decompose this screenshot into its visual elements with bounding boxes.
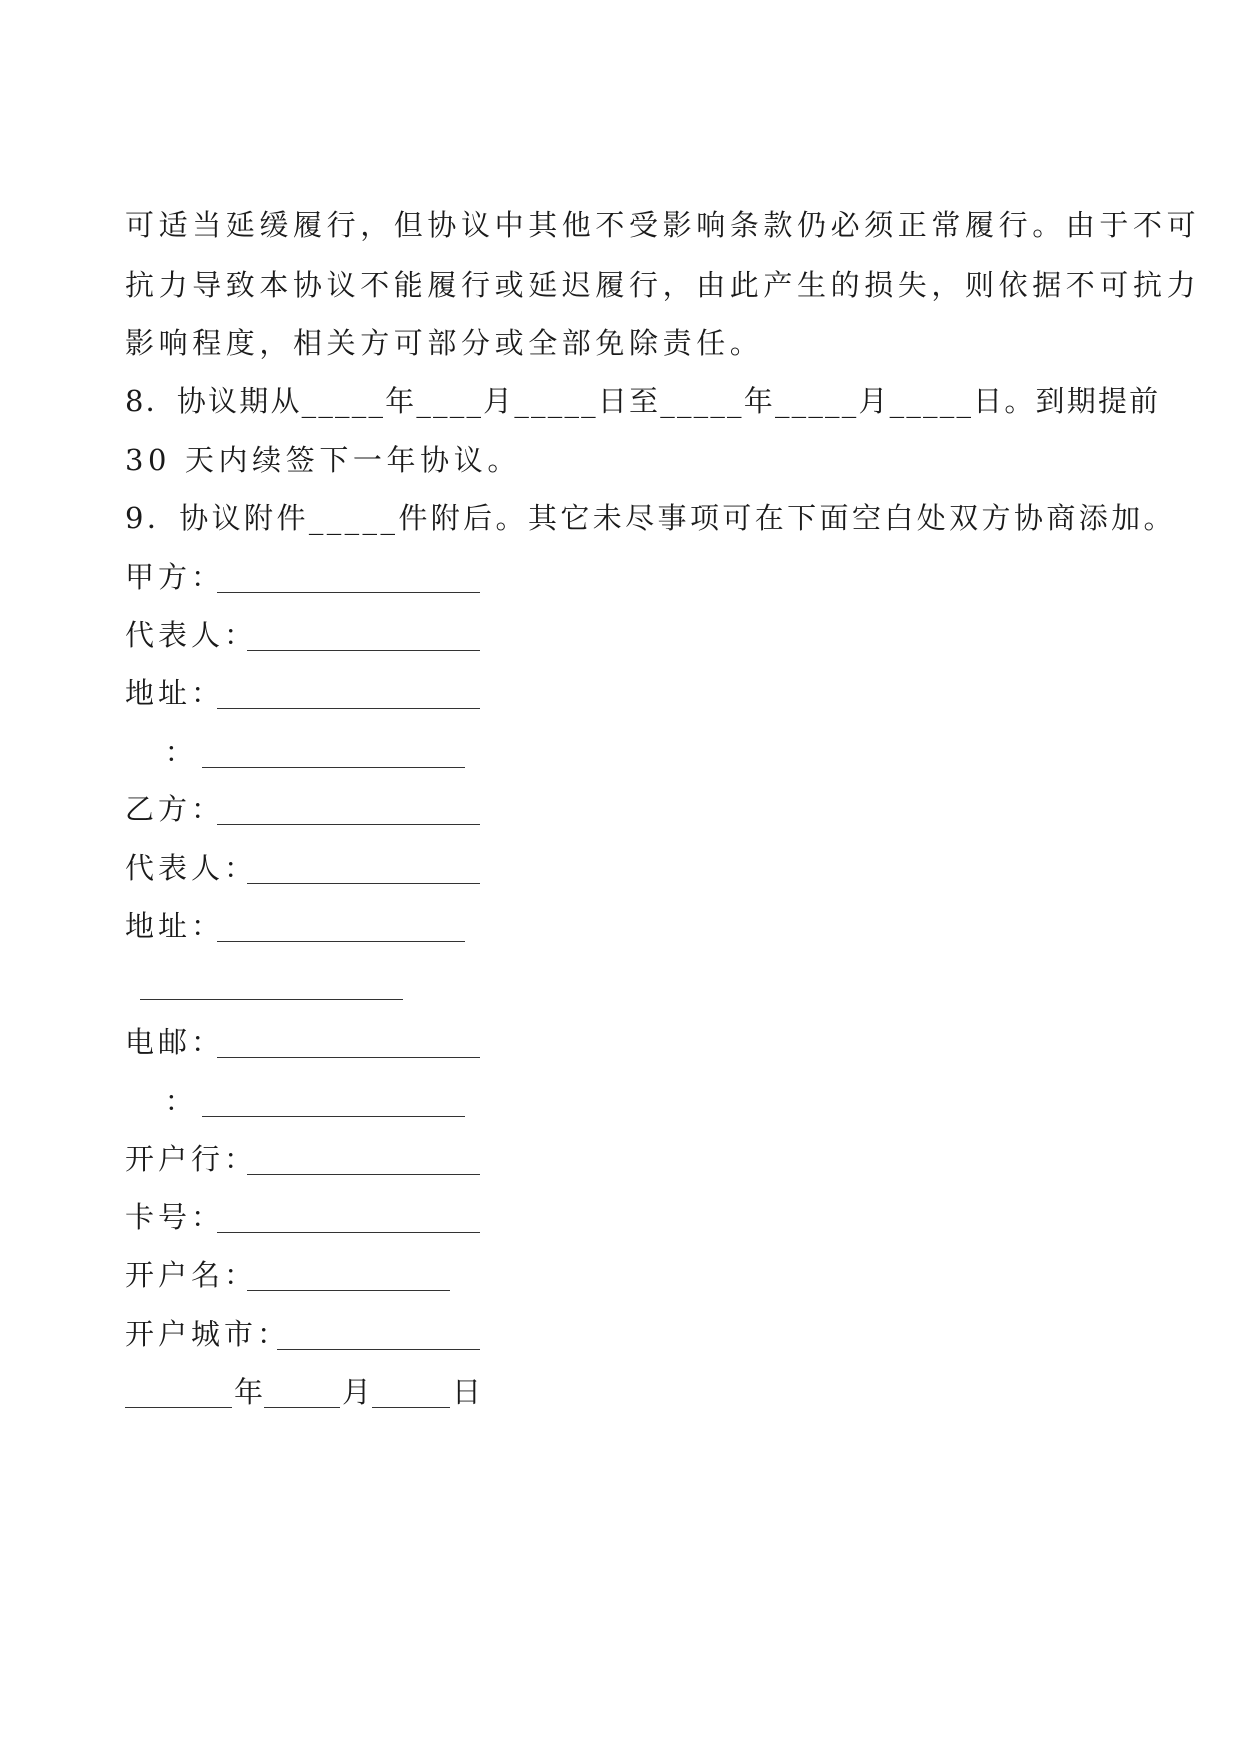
party-b-bank-blank[interactable]: [247, 1174, 480, 1175]
party-a-rep-blank[interactable]: [247, 650, 480, 651]
date-day-label: 日: [452, 1375, 486, 1409]
paragraph-line-2: 抗力导致本协议不能履行或延迟履行，由此产生的损失，则依据不可抗力: [125, 268, 1201, 302]
party-a-name-blank[interactable]: [217, 592, 480, 593]
date-month-label: 月: [342, 1375, 376, 1409]
party-a-extra-blank[interactable]: [202, 767, 465, 768]
party-b-extra-label: ：: [125, 1084, 198, 1118]
clause-8-line-2: 30 天内续签下一年协议。: [125, 443, 521, 477]
paragraph-line-1: 可适当延缓履行，但协议中其他不受影响条款仍必须正常履行。由于不可: [125, 208, 1201, 242]
date-year-label: 年: [234, 1375, 268, 1409]
date-year-blank[interactable]: [125, 1407, 232, 1408]
party-b-bank-label: 开户行：: [125, 1142, 258, 1176]
party-a-extra-label: ：: [125, 735, 198, 769]
party-b-name-blank[interactable]: [217, 824, 480, 825]
party-a-name-label: 甲方：: [125, 560, 225, 594]
party-b-bank-city-blank[interactable]: [277, 1349, 480, 1350]
party-a-rep-label: 代表人：: [125, 618, 258, 652]
party-b-account-name-blank[interactable]: [247, 1290, 450, 1291]
clause-9-line: 9．协议附件_____件附后。其它未尽事项可在下面空白处双方协商添加。: [125, 501, 1176, 535]
party-b-name-label: 乙方：: [125, 792, 225, 826]
party-b-address-blank-2[interactable]: [140, 999, 403, 1000]
party-b-card-blank[interactable]: [217, 1232, 480, 1233]
party-b-email-blank[interactable]: [217, 1057, 480, 1058]
party-a-address-blank[interactable]: [217, 708, 480, 709]
clause-8-line-1: 8．协议期从_____年____月_____日至_____年_____月_____日。到期提前: [125, 384, 1161, 418]
party-b-address-label: 地址：: [125, 909, 225, 943]
date-day-blank[interactable]: [372, 1407, 450, 1408]
party-a-address-label: 地址：: [125, 676, 225, 710]
party-b-rep-label: 代表人：: [125, 851, 258, 885]
date-month-blank[interactable]: [264, 1407, 340, 1408]
party-b-bank-city-label: 开户城市：: [125, 1317, 291, 1351]
party-b-address-blank[interactable]: [217, 941, 465, 942]
party-b-email-label: 电邮：: [125, 1025, 225, 1059]
party-b-rep-blank[interactable]: [247, 883, 480, 884]
party-b-extra-blank[interactable]: [202, 1116, 465, 1117]
party-b-card-label: 卡号：: [125, 1200, 225, 1234]
party-b-account-name-label: 开户名：: [125, 1258, 258, 1292]
paragraph-line-3: 影响程度，相关方可部分或全部免除责任。: [125, 326, 764, 360]
